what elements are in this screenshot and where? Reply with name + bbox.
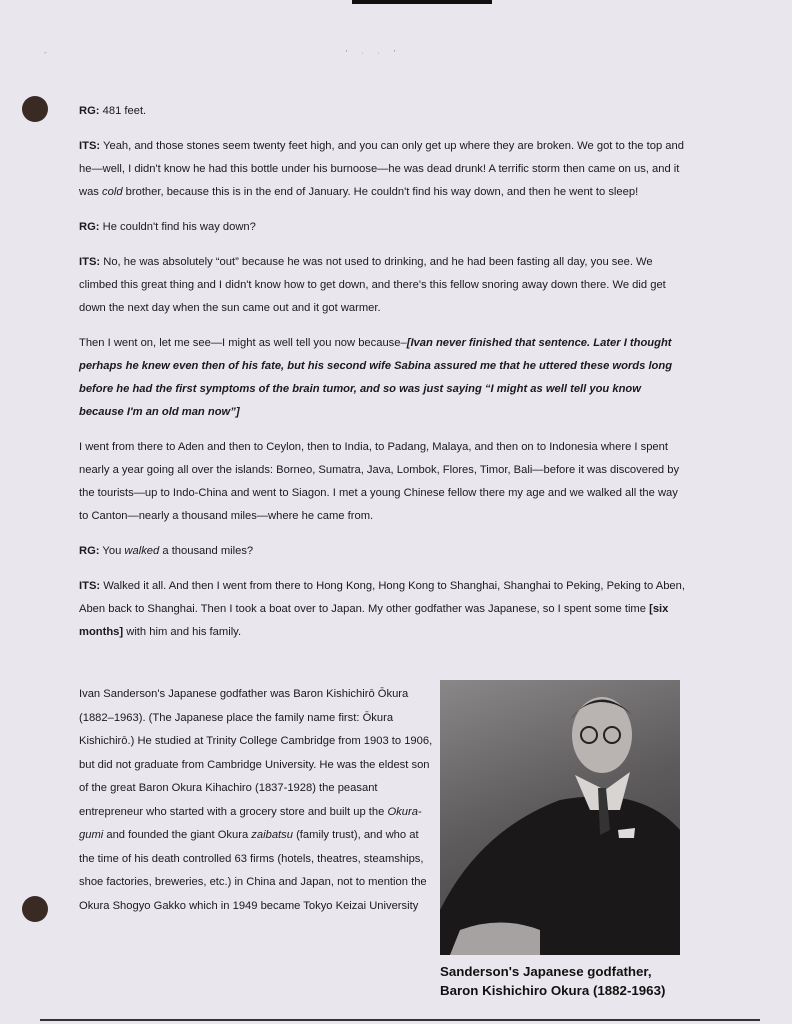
paragraph-3: [79, 216, 687, 239]
paragraph-text: brother, because this is in the end of January. He couldn't find his way down, and then he went to sleep!: [122, 186, 639, 198]
caption-line: Baron Kishichiro Okura (1882-1963): [440, 983, 666, 998]
paragraph-text: I went from there to Aden and then to Ceylon, then to India, to Padang, Malaya, and then on to Indonesia where I spent nearly a year going all over the islands: Borneo, Sumatra, Java, Lombok, Flores, Timor, Bali—before it was discovered by the tourists—up to Indo-China and went to Siagon. I met a young Chinese fellow there my age and we walked all the way to Canton—nearly a thousand miles—where he came from.: [79, 441, 680, 522]
caption-line: Sanderson's Japanese godfather,: [440, 964, 652, 979]
emphasis: cold: [102, 186, 123, 198]
paragraph-7: [79, 540, 687, 563]
paragraph-6: [79, 436, 687, 528]
emphasis: zaibatsu: [251, 829, 293, 841]
photo-caption: [440, 962, 700, 1000]
scan-mark: -: [44, 48, 47, 57]
emphasis: walked: [124, 545, 160, 557]
speaker: ITS:: [79, 580, 101, 592]
editor-note: [Ivan never finished that sentence. Later I thought perhaps he knew even then of his fate, but his second wife Sabina assured me that he uttered these words long before he had the first symptoms of the brain tumor, and so was just saying “I might as well tell you know because I'm an old man now”]: [79, 337, 673, 418]
punch-hole-bottom: [22, 896, 48, 922]
speaker: ITS:: [79, 140, 101, 152]
paragraph-8: [79, 575, 687, 644]
emphasis: Okura-gumi: [79, 805, 422, 841]
bottom-scan-edge: [40, 1019, 760, 1021]
paragraph-text: No, he was absolutely “out” because he was not used to drinking, and he had been fasting all day, you see. We climbed this great thing and I didn't know how to get down, and there's this fellow snoring away down there. We did get down the next day when the sun came out and it got warmer.: [79, 256, 666, 314]
paragraph-text: You: [99, 545, 125, 557]
bio-text: and founded the giant Okura: [103, 829, 252, 841]
header-marks: ' · · ': [346, 50, 402, 57]
interview-text: [79, 100, 687, 656]
paragraph-text: a thousand miles?: [159, 545, 254, 557]
bio-text: Ivan Sanderson's Japanese godfather was Baron Kishichirō Ōkura (1882–1963). (The Japanese place the family name first: Ōkura Kishichirō.) He studied at Trinity College Cambridge from 1903 to 1906, but did not graduate from Cambridge University. He was the eldest son of the great Baron Okura Kihachiro (1837-1928) the peasant entrepreneur who started with a grocery store and built up the: [79, 688, 433, 818]
speaker: RG:: [79, 545, 100, 557]
speaker: ITS:: [79, 256, 101, 268]
paragraph-5: [79, 332, 687, 424]
paragraph-4: [79, 251, 687, 320]
paragraph-text: with him and his family.: [123, 626, 242, 638]
portrait-photo: [440, 680, 680, 955]
paragraph-text: Yeah, and those stones seem twenty feet high, and you can only get up where they are broken. We got to the top and he—well, I didn't know he had this bottle under his burnoose—he was dead drunk! A terrific storm then came on us, and it was: [79, 140, 684, 198]
paragraph-text: Then I went on, let me see—I might as well tell you now because–: [79, 337, 407, 349]
paragraph-2: [79, 135, 687, 204]
paragraph-text: Walked it all. And then I went from there to Hong Kong, Hong Kong to Shanghai, Shanghai to Peking, Peking to Aben, Aben back to Shanghai. Then I took a boat over to Japan. My other godfather was Japanese, so I spent some time: [79, 580, 685, 615]
editor-insert: [six months]: [79, 603, 669, 638]
speaker: RG:: [79, 221, 100, 233]
paragraph-text: 481 feet.: [99, 105, 147, 117]
bio-text: (family trust), and who at the time of his death controlled 63 firms (hotels, theatres, steamships, shoe factories, breweries, etc.) in China and Japan, not to mention the Okura Shogyo Gakko which in 1949 became Tokyo Keizai University: [79, 829, 427, 912]
punch-hole-top: [22, 96, 48, 122]
speaker: RG:: [79, 105, 100, 117]
paragraph-1: [79, 100, 687, 123]
sidebar-biography: [79, 683, 435, 918]
paragraph-text: He couldn't find his way down?: [99, 221, 256, 233]
top-scan-edge: [352, 0, 492, 4]
portrait-illustration: [440, 680, 680, 955]
